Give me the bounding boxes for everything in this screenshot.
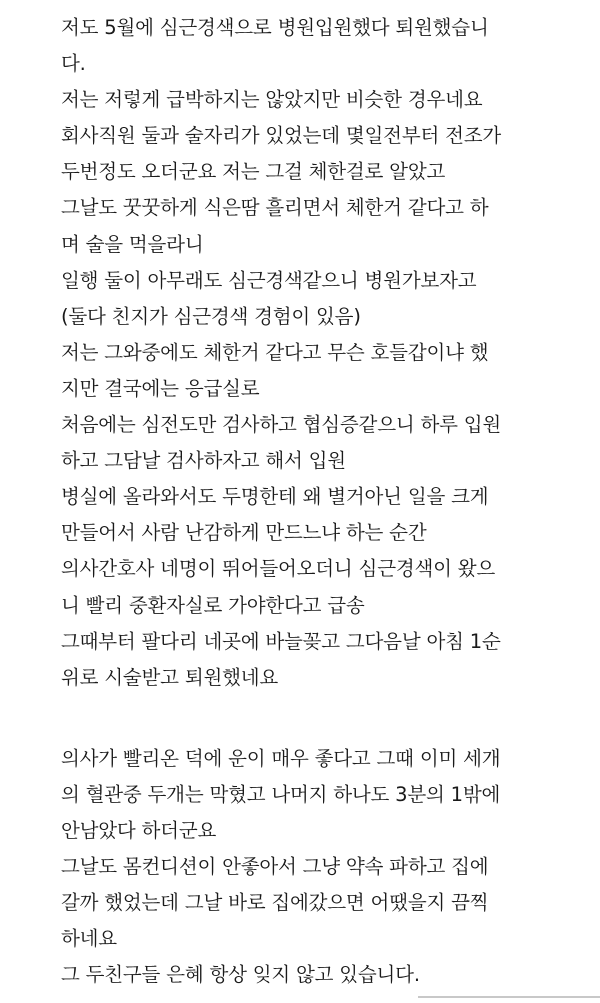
post-line: 안남았다 하더군요 [61,818,217,842]
post-line: 만들어서 사람 난감하게 만드느냐 하는 순간 [61,521,427,545]
post-line: 지만 결국에는 응급실로 [61,376,260,400]
bottom-divider [418,996,600,998]
post-line: 의사간호사 네명이 뛰어들어오더니 심근경색이 왔으 [61,557,496,581]
paragraph-gap [61,696,597,741]
post-line: 하네요 [61,927,117,951]
post-line: 저는 저렇게 급박하지는 않았지만 비슷한 경우네요 [61,88,483,112]
post-line: 의사가 빨리온 덕에 운이 매우 좋다고 그때 이미 세개 [61,746,501,770]
post-line: 저는 그와중에도 체한거 같다고 무슨 호들갑이냐 했 [61,340,489,364]
post-line: 저도 5월에 심근경색으로 병원입원했다 퇴원했습니 [61,16,489,39]
post-line: 그날도 꿋꿋하게 식은땀 흘리면서 체한거 같다고 하 [61,196,489,220]
post-line: 처음에는 심전도만 검사하고 협심증같으니 하루 입원 [61,413,502,437]
post-line: 그날도 몸컨디션이 안좋아서 그냥 약속 파하고 집에 [61,855,489,879]
post-line: 병실에 올라와서도 두명한테 왜 별거아닌 일을 크게 [61,485,489,509]
post-line: 의 혈관중 두개는 막혔고 나머지 하나도 3분의 1밖에 [61,782,501,806]
post-line: 두번정도 오더군요 저는 그걸 체한걸로 알았고 [61,160,446,184]
post-line: (둘다 친지가 심근경색 경험이 있음) [61,304,361,328]
post-line: 그 두친구들 은혜 항상 잊지 않고 있습니다. [61,963,420,987]
post-line: 다. [61,52,86,76]
post-line: 며 술을 먹을라니 [61,232,204,256]
post-line: 일행 둘이 아무래도 심근경색같으니 병원가보자고 [61,268,477,292]
post-body [61,10,597,993]
post-line: 그때부터 팔다리 네곳에 바늘꽂고 그다음날 아침 1순 [61,629,501,653]
post-line: 위로 시술받고 퇴원했네요 [61,665,279,689]
post-line: 회사직원 둘과 술자리가 있었는데 몇일전부터 전조가 [61,124,502,148]
post-line: 하고 그담날 검사하자고 해서 입원 [61,449,346,473]
post-line: 갈까 했었는데 그날 바로 집에갔으면 어땠을지 끔찍 [61,891,489,915]
post-line: 니 빨리 중환자실로 가야한다고 급송 [61,593,365,617]
